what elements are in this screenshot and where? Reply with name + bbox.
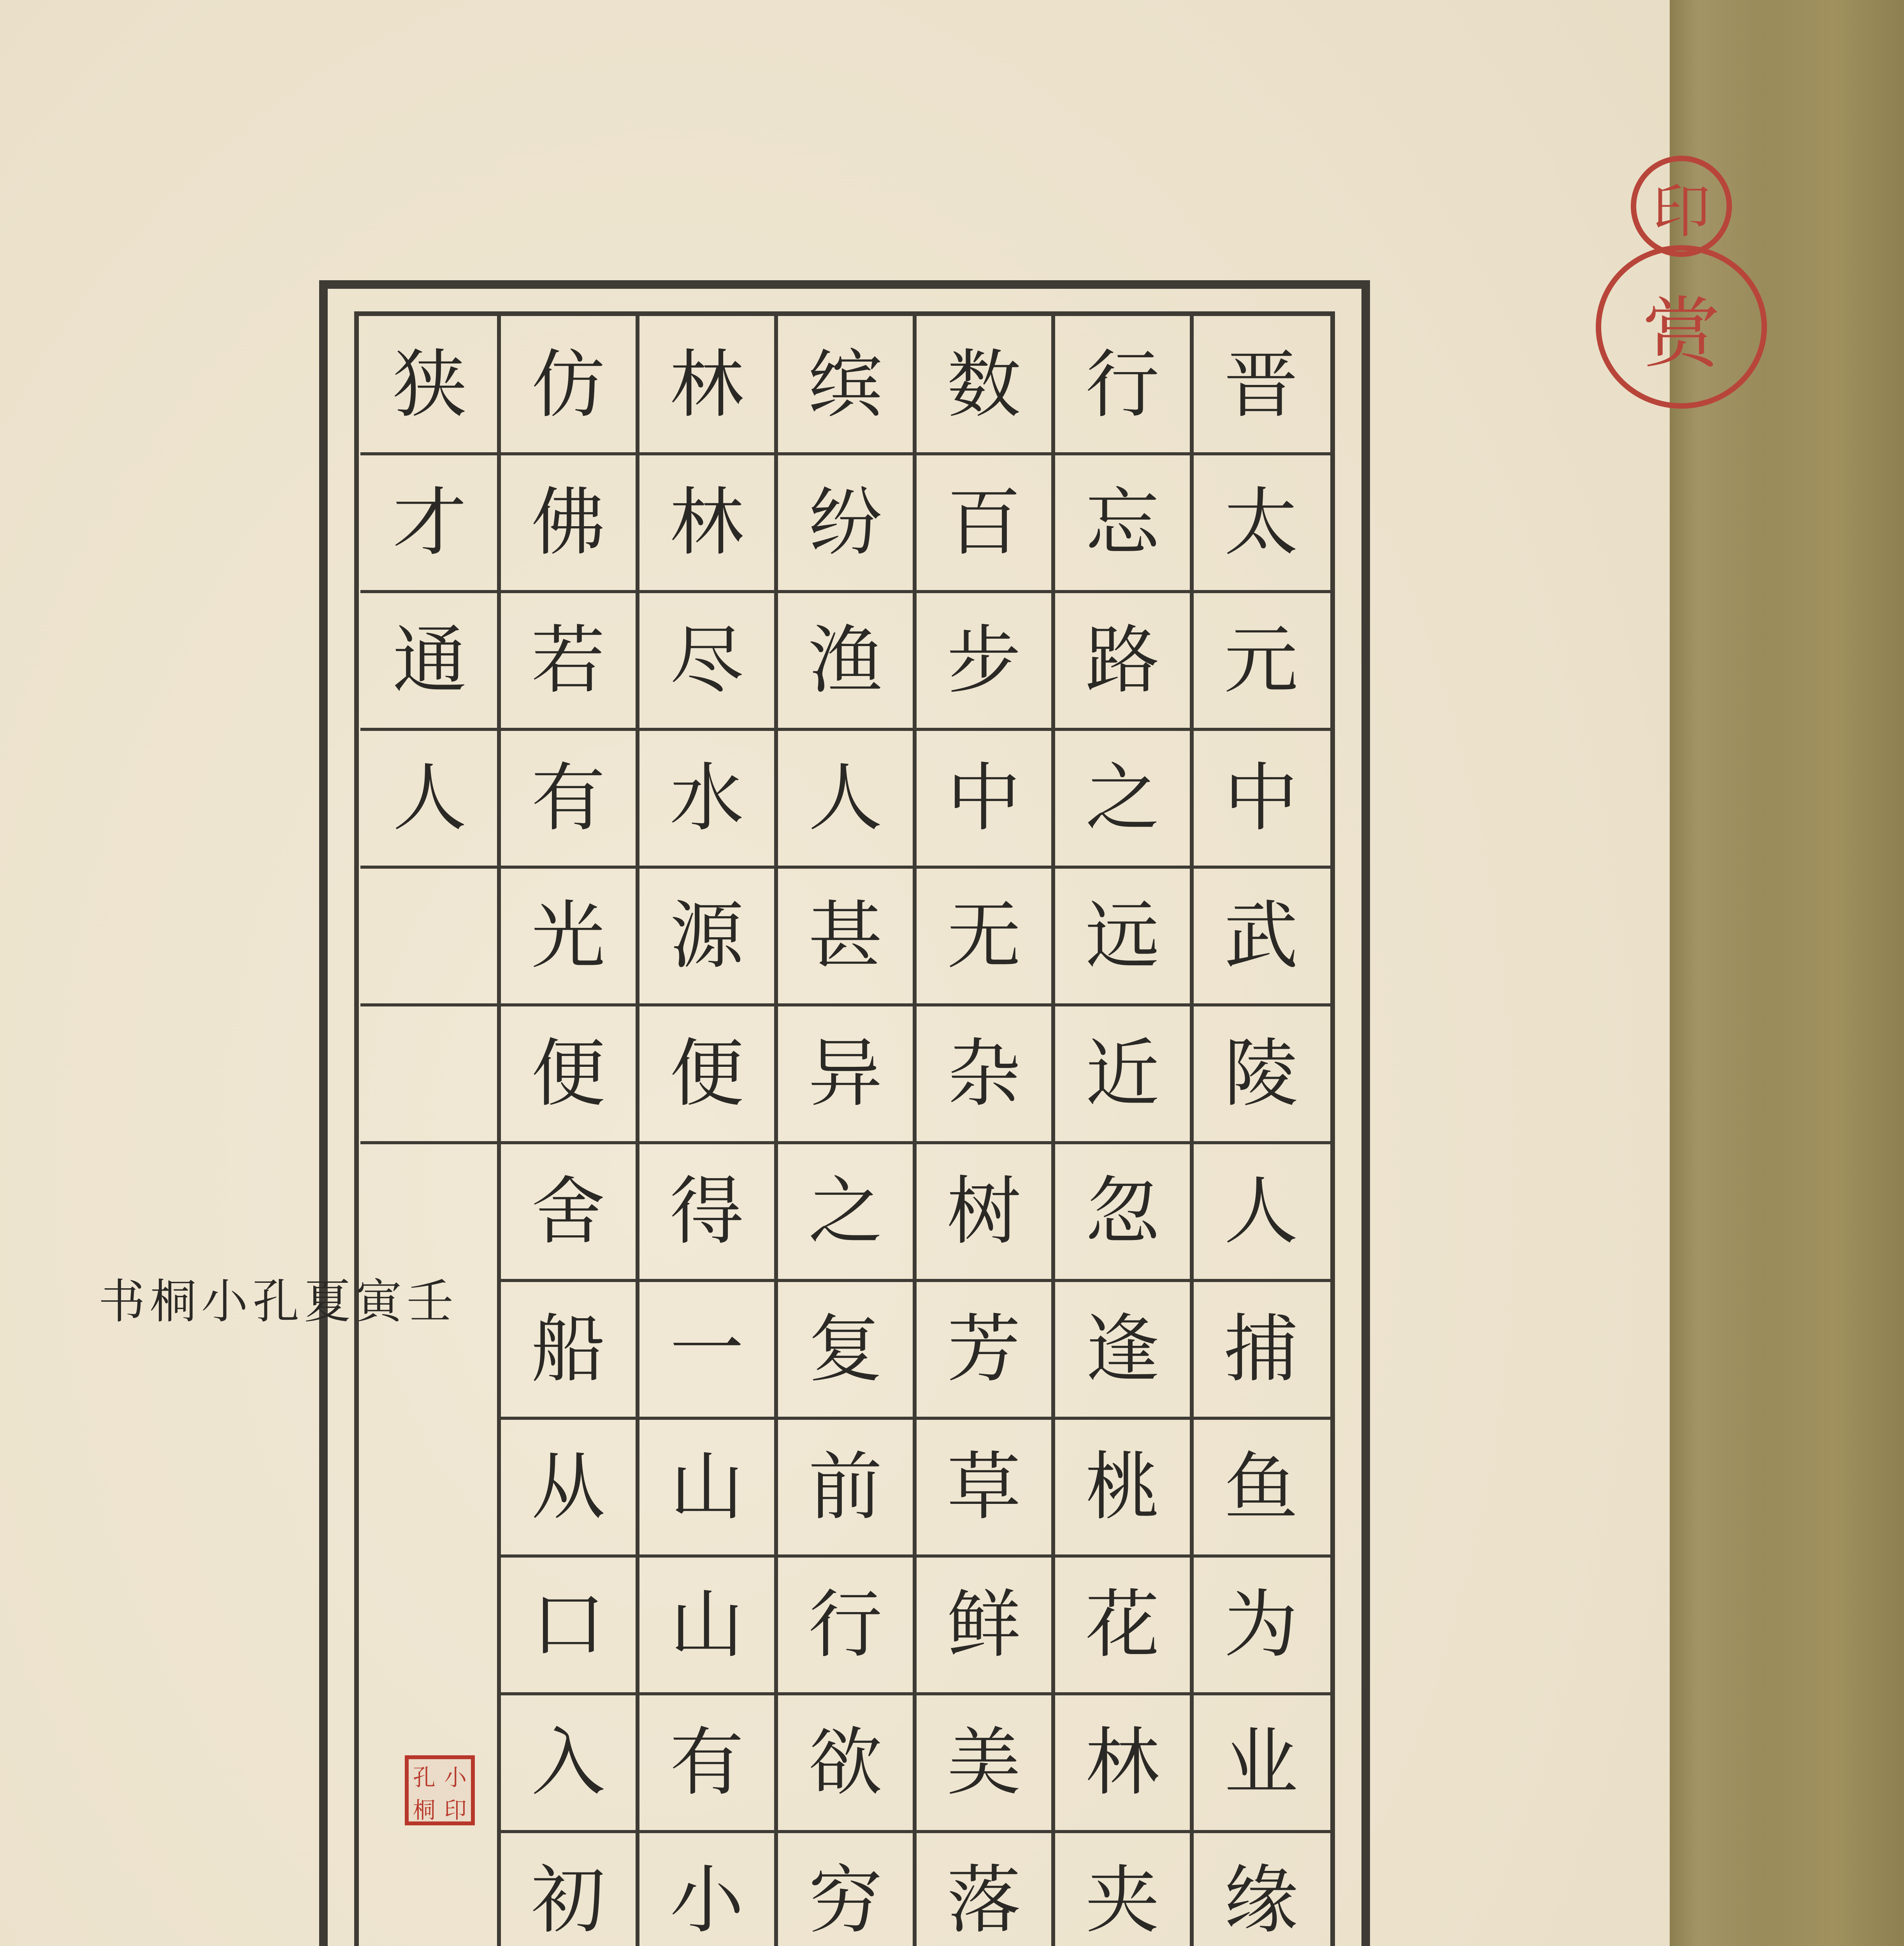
grid-cell: 初 [531, 1857, 605, 1943]
row-divider [499, 1279, 638, 1282]
writing-grid [359, 316, 1330, 1946]
row-divider [1053, 1554, 1192, 1558]
grid-cell: 杂 [947, 1031, 1021, 1117]
grid-cell: 鱼 [1224, 1444, 1298, 1530]
grid-column [1053, 316, 1192, 1946]
grid-cell: 复 [808, 1306, 882, 1392]
row-divider [638, 1141, 776, 1144]
signature-char: 夏 [296, 1277, 350, 1323]
grid-cell: 有 [531, 755, 605, 841]
signature-char: 壬 [399, 1277, 453, 1323]
grid-cell: 步 [947, 617, 1021, 703]
grid-cell: 船 [531, 1306, 605, 1392]
artist-seal [405, 1755, 475, 1825]
grid-cell: 之 [808, 1168, 882, 1254]
row-divider [499, 590, 638, 593]
row-divider [1192, 728, 1330, 731]
row-divider [1053, 1417, 1192, 1420]
row-divider [915, 1554, 1053, 1558]
grid-cell: 尽 [669, 617, 744, 703]
grid-cell: 忽 [1085, 1168, 1159, 1254]
row-divider [638, 590, 776, 593]
row-divider [360, 1141, 499, 1144]
row-divider [360, 866, 499, 869]
seal-char: 桐 [413, 1797, 436, 1823]
grid-cell: 晋 [1224, 342, 1298, 428]
row-divider [915, 1417, 1053, 1420]
row-divider [915, 1003, 1053, 1006]
row-divider [1053, 452, 1192, 455]
signature-char: 桐 [142, 1277, 196, 1323]
row-divider [1053, 1279, 1192, 1282]
row-divider [499, 1141, 638, 1144]
row-divider [638, 866, 776, 869]
grid-cell: 才 [392, 479, 467, 566]
grid-cell: 异 [808, 1031, 882, 1117]
grid-cell: 通 [392, 617, 467, 703]
gourd-seal [1596, 156, 1767, 413]
grid-column [499, 316, 638, 1946]
grid-column [360, 316, 499, 1946]
grid-cell: 近 [1085, 1031, 1159, 1117]
row-divider [776, 1830, 915, 1833]
grid-cell: 草 [947, 1444, 1021, 1530]
row-divider [638, 1692, 776, 1695]
row-divider [360, 590, 499, 593]
row-divider [1053, 1692, 1192, 1695]
grid-cell: 捕 [1224, 1306, 1298, 1392]
grid-cell: 甚 [808, 893, 882, 979]
row-divider [638, 1279, 776, 1282]
grid-cell: 美 [947, 1719, 1021, 1805]
grid-cell: 为 [1224, 1582, 1298, 1668]
row-divider [499, 866, 638, 869]
grid-cell: 有 [669, 1719, 744, 1805]
grid-cell: 花 [1085, 1582, 1159, 1668]
row-divider [915, 1141, 1053, 1144]
grid-cell: 武 [1224, 893, 1298, 979]
row-divider [776, 1141, 915, 1144]
grid-cell: 欲 [808, 1719, 882, 1805]
grid-cell: 桃 [1085, 1444, 1159, 1530]
row-divider [776, 1692, 915, 1695]
grid-cell: 行 [808, 1582, 882, 1668]
grid-cell: 纷 [808, 479, 882, 566]
row-divider [1192, 1141, 1330, 1144]
row-divider [1192, 1554, 1330, 1558]
row-divider [915, 1692, 1053, 1695]
signature-char: 书 [91, 1277, 145, 1323]
row-divider [915, 1830, 1053, 1833]
row-divider [360, 728, 499, 731]
row-divider [499, 1830, 638, 1833]
row-divider [1053, 728, 1192, 731]
grid-cell: 中 [947, 755, 1021, 841]
row-divider [1053, 1830, 1192, 1833]
row-divider [776, 1417, 915, 1420]
grid-cell: 太 [1224, 479, 1298, 566]
grid-cell: 入 [531, 1719, 605, 1805]
grid-cell: 忘 [1085, 479, 1159, 566]
gourd-seal-bottom: 赏 [1596, 245, 1767, 409]
grid-cell: 若 [531, 617, 605, 703]
grid-cell: 人 [808, 755, 882, 841]
row-divider [1192, 1830, 1330, 1833]
grid-cell: 路 [1085, 617, 1159, 703]
grid-cell: 林 [669, 479, 744, 566]
row-divider [776, 590, 915, 593]
signature [91, 1277, 453, 1323]
grid-cell: 狭 [392, 342, 467, 428]
grid-cell: 便 [531, 1031, 605, 1117]
grid-cell: 山 [669, 1444, 744, 1530]
grid-column [915, 316, 1053, 1946]
row-divider [1192, 1692, 1330, 1695]
seal-char: 小 [444, 1764, 467, 1791]
row-divider [638, 1554, 776, 1558]
row-divider [915, 452, 1053, 455]
grid-cell: 山 [669, 1582, 744, 1668]
grid-cell: 数 [947, 342, 1021, 428]
row-divider [1053, 1003, 1192, 1006]
row-divider [776, 1279, 915, 1282]
grid-column [776, 316, 915, 1946]
seal-char: 孔 [413, 1764, 436, 1791]
row-divider [776, 728, 915, 731]
row-divider [360, 452, 499, 455]
grid-cell: 逢 [1085, 1306, 1159, 1392]
row-divider [1192, 1417, 1330, 1420]
row-divider [776, 1554, 915, 1558]
grid-cell: 远 [1085, 893, 1159, 979]
grid-cell: 夹 [1085, 1857, 1159, 1943]
gourd-seal-top: 印 [1631, 156, 1732, 257]
row-divider [776, 866, 915, 869]
grid-cell: 舍 [531, 1168, 605, 1254]
grid-cell: 源 [669, 893, 744, 979]
grid-cell: 仿 [531, 342, 605, 428]
row-divider [776, 452, 915, 455]
grid-cell: 中 [1224, 755, 1298, 841]
grid-cell: 水 [669, 755, 744, 841]
grid-cell: 渔 [808, 617, 882, 703]
grid-cell: 从 [531, 1444, 605, 1530]
row-divider [638, 728, 776, 731]
row-divider [1192, 1003, 1330, 1006]
row-divider [915, 1279, 1053, 1282]
row-divider [499, 728, 638, 731]
row-divider [499, 1417, 638, 1420]
row-divider [638, 1417, 776, 1420]
row-divider [638, 452, 776, 455]
row-divider [915, 590, 1053, 593]
row-divider [499, 1003, 638, 1006]
row-divider [1192, 1279, 1330, 1282]
row-divider [360, 1003, 499, 1006]
grid-column [638, 316, 776, 1946]
grid-cell: 百 [947, 479, 1021, 566]
row-divider [1053, 1141, 1192, 1144]
grid-cell: 口 [531, 1582, 605, 1668]
row-divider [499, 1692, 638, 1695]
grid-cell: 林 [1085, 1719, 1159, 1805]
row-divider [1192, 866, 1330, 869]
row-divider [1192, 452, 1330, 455]
grid-cell: 一 [669, 1306, 744, 1392]
signature-char: 小 [193, 1277, 248, 1323]
row-divider [1192, 590, 1330, 593]
row-divider [915, 728, 1053, 731]
row-divider [776, 1003, 915, 1006]
grid-cell: 芳 [947, 1306, 1021, 1392]
grid-cell: 得 [669, 1168, 744, 1254]
grid-cell [360, 867, 499, 1005]
row-divider [638, 1003, 776, 1006]
row-divider [638, 1830, 776, 1833]
row-divider [1053, 590, 1192, 593]
row-divider [499, 1554, 638, 1558]
row-divider [1053, 866, 1192, 869]
grid-cell [360, 1005, 499, 1143]
grid-cell: 前 [808, 1444, 882, 1530]
grid-cell: 缤 [808, 342, 882, 428]
grid-cell: 树 [947, 1168, 1021, 1254]
grid-cell: 佛 [531, 479, 605, 566]
grid-cell: 人 [392, 755, 467, 841]
grid-cell: 光 [531, 893, 605, 979]
grid-cell: 陵 [1224, 1031, 1298, 1117]
grid-cell: 无 [947, 893, 1021, 979]
grid-cell: 林 [669, 342, 744, 428]
grid-column [1192, 316, 1330, 1946]
grid-cell: 业 [1224, 1719, 1298, 1805]
grid-cell: 缘 [1224, 1857, 1298, 1943]
grid-cell: 鲜 [947, 1582, 1021, 1668]
grid-cell: 行 [1085, 342, 1159, 428]
grid-cell: 元 [1224, 617, 1298, 703]
grid-cell: 人 [1224, 1168, 1298, 1254]
grid-cell: 便 [669, 1031, 744, 1117]
row-divider [915, 866, 1053, 869]
row-divider [499, 452, 638, 455]
grid-cell: 小 [669, 1857, 744, 1943]
grid-cell: 穷 [808, 1857, 882, 1943]
grid-cell: 落 [947, 1857, 1021, 1943]
signature-char: 寅 [348, 1277, 402, 1323]
seal-char: 印 [444, 1797, 467, 1823]
grid-cell: 之 [1085, 755, 1159, 841]
signature-char: 孔 [245, 1277, 299, 1323]
